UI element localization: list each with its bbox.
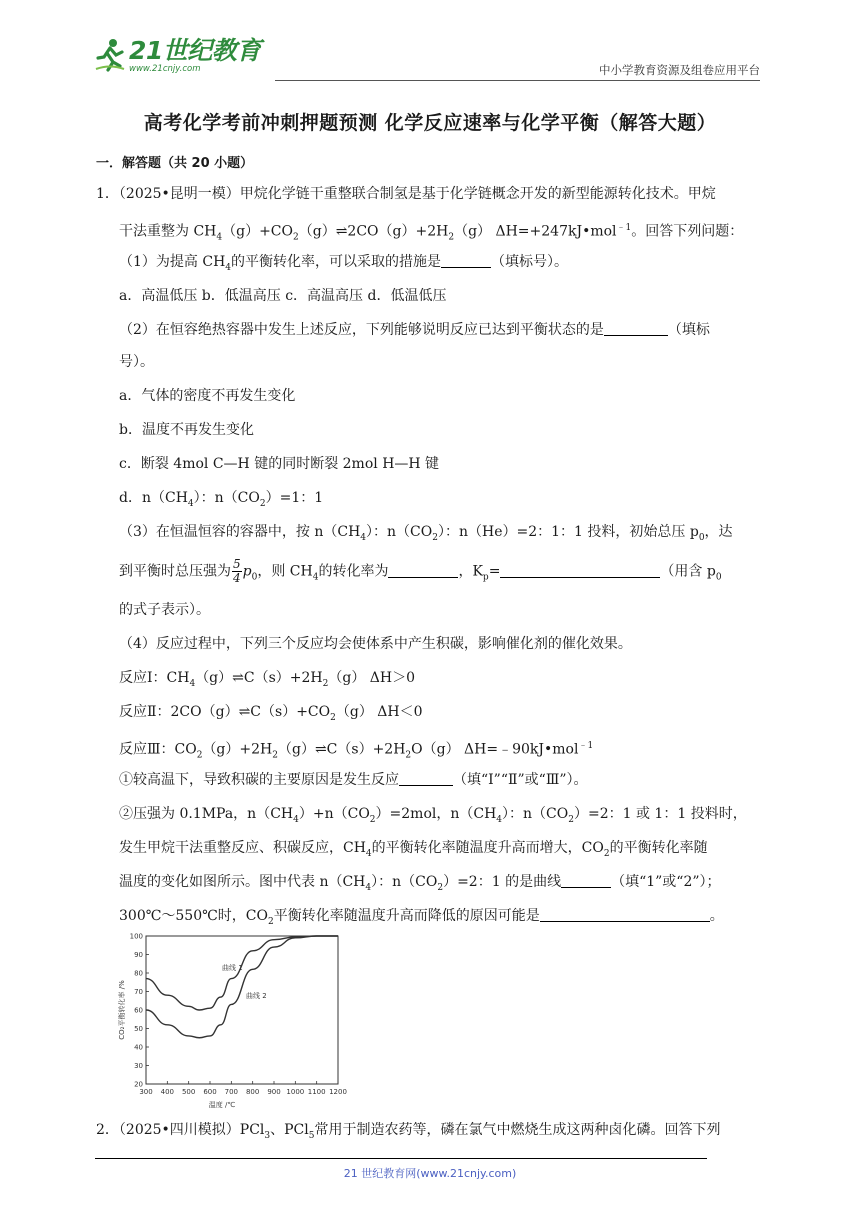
x-tick-label: 1000 — [286, 1088, 305, 1096]
conversion-chart — [112, 928, 362, 1112]
q1-part-3-line-2: 到平衡时总压强为 $\frac{5}{4}$ $p_0$，则 $CH_4$的转化率为 ，$K_p=$ （用含 $p_0$ — [119, 557, 722, 585]
x-tick-label: 900 — [267, 1088, 281, 1096]
logo-url: www.21cnjy.com — [129, 64, 201, 74]
q1-sub-2-line-4: 300℃～550℃时，$CO_2$平衡转化率随温度升高而降低的原因可能是 。 — [119, 908, 724, 927]
x-tick-label: 500 — [181, 1088, 196, 1096]
series-line-1 — [146, 936, 338, 1010]
x-tick-label: 400 — [160, 1088, 175, 1096]
y-axis-label: CO₂平衡转化率 /% — [118, 980, 126, 1040]
q1-sub-1: ①较高温下，导致积碳的主要原因是发生反应 （填“Ⅰ”“Ⅱ”或“Ⅲ”）。 — [119, 772, 588, 788]
x-tick-label: 600 — [203, 1088, 217, 1096]
y-tick-label: 50 — [134, 1025, 143, 1033]
header-divider — [275, 80, 760, 81]
q1-intro-line-1: 1．（2025•昆明一模）甲烷化学链干重整联合制氢是基于化学链概念开发的新型能源转化技术。甲烷 — [96, 186, 716, 202]
answer-blank[interactable] — [561, 873, 611, 888]
q1-sub-2-line-3: 温度的变化如图所示。图中代表 $n(CH_4)$：$n(CO_2)=2$：1 的是曲线 （填“1”或“2”）； — [119, 874, 721, 893]
y-tick-label: 30 — [134, 1062, 143, 1070]
reaction-3: 反应Ⅲ：$CO_2(g)+2H_2(g)\rightleftharpoons C(s)+2H_2O(g)$ ΔH=﹣90kJ•mol$^{﹣1}$ — [119, 741, 594, 761]
q1-option-b: b．温度不再发生变化 — [119, 422, 254, 438]
q1-part-3: （3）在恒温恒容的容器中，按 $n(CH_4)$：$n(CO_2)$：n（He）=2：1：1 投料，初始总压 $p_0$，达 — [119, 524, 733, 543]
footer-divider — [95, 1158, 707, 1159]
answer-blank[interactable] — [604, 321, 668, 336]
q1-option-a: a．气体的密度不再发生变化 — [119, 388, 296, 404]
y-tick-label: 70 — [134, 988, 143, 996]
answer-blank[interactable] — [399, 771, 453, 786]
answer-blank[interactable] — [540, 907, 710, 922]
reaction-2: 反应Ⅱ：$2CO(g)\rightleftharpoons C(s)+CO_2(g)$ ΔH＜0 — [119, 704, 423, 723]
fraction: $\frac{5}{4}$ — [233, 557, 241, 585]
page-header — [95, 32, 760, 82]
plot-frame — [146, 936, 338, 1084]
logo — [95, 38, 261, 74]
q1-part-4: （4）反应过程中，下列三个反应均会使体系中产生积碳，影响催化剂的催化效果。 — [119, 636, 632, 652]
page-title: 高考化学考前冲刺押题预测 化学反应速率与化学平衡（解答大题） — [143, 112, 717, 134]
q1-part-2: （2）在恒容绝热容器中发生上述反应，下列能够说明反应已达到平衡状态的是 （填标 — [119, 322, 710, 338]
q1-sub-2-line-2: 发生甲烷干法重整反应、积碳反应，$CH_4$的平衡转化率随温度升高而增大，$CO_2$的平衡转化率随 — [119, 840, 708, 859]
answer-blank[interactable] — [441, 253, 491, 268]
series-label-2: 曲线 2 — [246, 992, 267, 1000]
x-axis-label: 温度 /℃ — [208, 1101, 236, 1109]
y-tick-label: 100 — [129, 932, 143, 941]
footer-text: 21 世纪教育网(www.21cnjy.com) — [343, 1167, 517, 1180]
answer-blank[interactable] — [388, 563, 458, 578]
header-tagline: 中小学教育资源及组卷应用平台 — [599, 63, 760, 77]
series-line-2 — [146, 936, 338, 1038]
q1-part-2-cont: 号）。 — [119, 354, 154, 370]
q2-intro-line-1: 2．（2025•四川模拟）PCl$_3$、PCl$_5$常用于制造农药等，磷在氯气中燃烧生成这两种卤化磷。回答下列 — [96, 1122, 721, 1141]
q1-part-3-line-3: 的式子表示）。 — [119, 602, 210, 618]
y-tick-label: 80 — [134, 969, 143, 978]
q1-intro-line-2: 干法重整为 $CH_4(g)+CO_2(g)\rightleftharpoons 2CO(g)+2H_2(g)$ ΔH=+247kJ•mol$^{﹣1}$。回答下列问题： — [119, 223, 744, 243]
q1-part-1-options: a．高温低压 b．低温高压 c．高温高压 d．低温低压 — [119, 288, 447, 304]
y-tick-label: 40 — [134, 1043, 143, 1052]
y-tick-label: 90 — [134, 951, 143, 959]
runner-icon — [95, 38, 125, 72]
x-tick-label: 800 — [245, 1088, 260, 1096]
q1-option-c: c．断裂 4mol C—H 键的同时断裂 2mol H—H 键 — [119, 456, 440, 472]
q1-option-d: d．$n(CH_4)$：$n(CO_2)=1$：1 — [119, 490, 324, 509]
x-tick-label: 700 — [224, 1088, 239, 1096]
q1-part-1: （1）为提高 $CH_4$的平衡转化率，可以采取的措施是 （填标号）。 — [119, 254, 569, 273]
x-tick-label: 1100 — [307, 1088, 326, 1096]
reaction-1: 反应Ⅰ：$CH_4(g)\rightleftharpoons C(s)+2H_2(g)$ ΔH＞0 — [119, 670, 415, 689]
series-label-1: 曲线 1 — [222, 964, 243, 972]
x-tick-label: 300 — [139, 1088, 153, 1096]
section-heading: 一．解答题（共 20 小题） — [96, 156, 254, 171]
q1-sub-2-line-1: ②压强为 0.1MPa，$n(CH_4)+n(CO_2)=2mol$，$n(CH_4)$：$n(CO_2)=2$：1 或 1：1 投料时， — [119, 806, 747, 825]
y-tick-label: 20 — [134, 1080, 143, 1089]
y-tick-label: 60 — [134, 1006, 143, 1015]
answer-blank[interactable] — [500, 563, 660, 578]
logo-title: 21世纪教育 — [129, 36, 261, 65]
x-tick-label: 1200 — [329, 1088, 347, 1096]
